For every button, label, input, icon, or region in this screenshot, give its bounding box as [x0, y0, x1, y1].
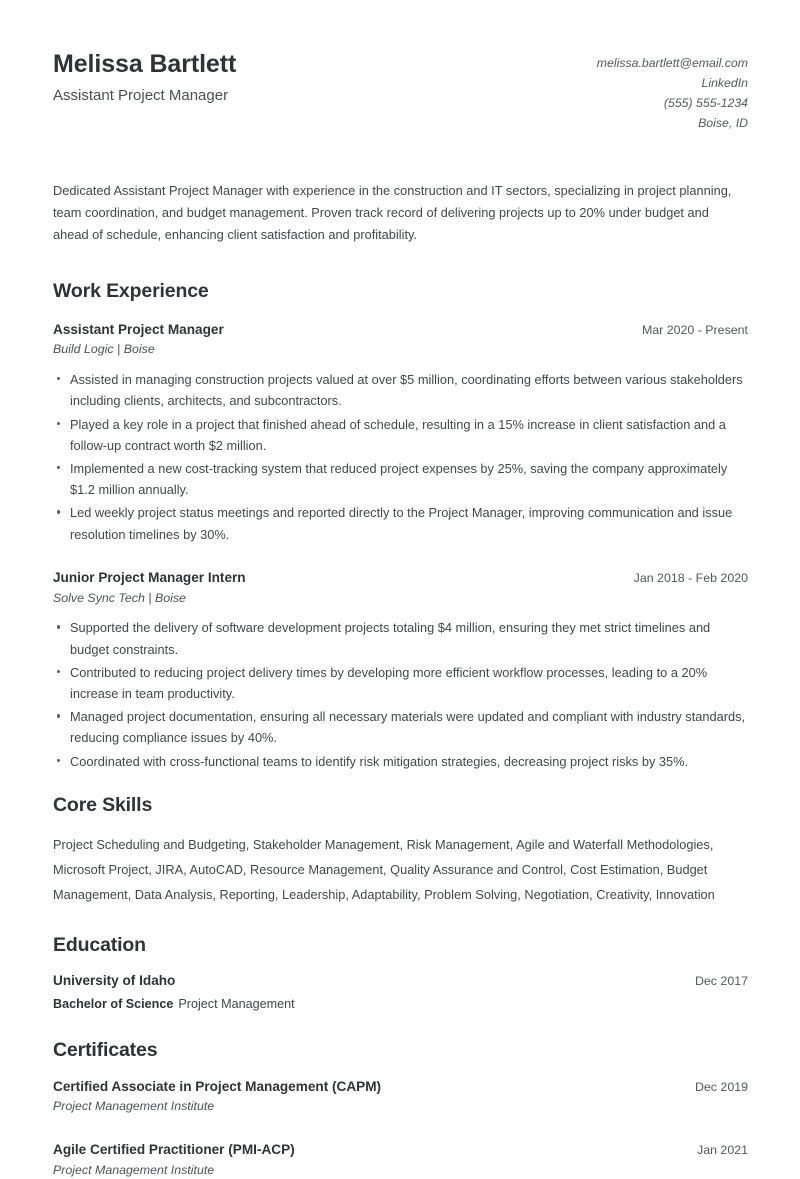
experience-bullet-list: [53, 617, 748, 772]
education-school: University of Idaho: [53, 972, 176, 988]
education-entry-header: [53, 973, 748, 988]
experience-organization: Solve Sync Tech | Boise: [53, 590, 186, 605]
experience-date: Mar 2020 - Present: [641, 322, 748, 337]
section-title-work-experience: Work Experience: [53, 279, 209, 302]
identity-block: [53, 46, 236, 105]
certificate-date: Dec 2019: [694, 1079, 748, 1094]
certificate-entry-header: [53, 1078, 748, 1096]
experience-bullet: Implemented a new cost-tracking system that reduced project expenses by 25%, saving the company approximately $1.2 million annually.: [53, 458, 748, 500]
experience-bullet-list: [53, 369, 748, 545]
experience-bullet: Contributed to reducing project delivery times by developing more efficient workflow processes, leading to a 20% increase in team productivity.: [53, 662, 748, 704]
section-title-certificates: Certificates: [53, 1038, 158, 1061]
experience-bullet: Led weekly project status meetings and reported directly to the Project Manager, improving communication and issue resolution timelines by 30%.: [53, 502, 748, 544]
experience-entry-header: [53, 321, 748, 339]
certificate-issuer: Project Management Institute: [53, 1162, 215, 1177]
experience-bullet: Played a key role in a project that finished ahead of schedule, resulting in a 15% increase in client satisfaction and a follow-up contract worth $2 million.: [53, 414, 748, 456]
contact-location: Boise, ID: [698, 115, 748, 130]
experience-role: Assistant Project Manager: [53, 321, 224, 337]
contact-phone[interactable]: (555) 555-1234: [663, 95, 748, 110]
contact-linkedin[interactable]: LinkedIn: [701, 75, 748, 90]
experience-date: Jan 2018 - Feb 2020: [633, 570, 748, 585]
experience-role: Junior Project Manager Intern: [53, 569, 246, 585]
education-field: Project Management: [178, 996, 295, 1011]
section-work-experience: [53, 280, 748, 772]
certificate-name: Agile Certified Practitioner (PMI-ACP): [53, 1142, 295, 1158]
section-title-education: Education: [53, 933, 146, 956]
resume-header: [53, 46, 748, 134]
education-date: Dec 2017: [694, 973, 748, 988]
core-skills-list: Project Scheduling and Budgeting, Stakeholder Management, Risk Management, Agile and Waterfall Methodologies, Microsoft Project, JIRA, AutoCAD, Resource Management, Quality Assurance and Control, Cost Estimation, Budget Management, Data Analysis, Reporting, Leadership, Adaptability, Problem Solving, Negotiation, Creativity, Innovation: [53, 836, 715, 902]
experience-bullet: Assisted in managing construction projects valued at over $5 million, coordinating efforts between various stakeholders including clients, architects, and subcontractors.: [53, 369, 748, 411]
experience-entry-header: [53, 569, 748, 587]
certificate-entry-header: [53, 1141, 748, 1159]
certificate-date: Jan 2021: [697, 1143, 748, 1158]
experience-bullet: Supported the delivery of software development projects totaling $4 million, ensuring they met strict timelines and budget constraints.: [53, 617, 748, 659]
education-degree-line: [53, 997, 748, 1011]
candidate-job-title: Assistant Project Manager: [53, 86, 229, 104]
section-certificates: [53, 1039, 748, 1179]
section-education: [53, 934, 748, 1011]
contact-email[interactable]: melissa.bartlett@email.com: [596, 56, 748, 70]
experience-entry: [53, 321, 748, 545]
certificate-issuer: Project Management Institute: [53, 1099, 215, 1114]
certificate-entry: [53, 1078, 748, 1115]
experience-bullet: Coordinated with cross-functional teams to identify risk mitigation strategies, decreasing project risks by 35%.: [53, 751, 748, 772]
professional-summary: Dedicated Assistant Project Manager with experience in the construction and IT sectors, specializing in project planning, team coordination, and budget management. Proven track record of delivering projects up to 20% under budget and ahead of schedule, enhancing client satisfaction and profitability.: [53, 182, 732, 242]
certificate-entry: [53, 1141, 748, 1178]
section-core-skills: [53, 794, 748, 908]
experience-entry: [53, 569, 748, 772]
experience-bullet: Managed project documentation, ensuring all necessary materials were updated and compliant with industry standards, reducing compliance issues by 40%.: [53, 706, 748, 748]
education-degree: Bachelor of Science: [53, 996, 174, 1011]
education-entry: [53, 973, 748, 1011]
section-title-core-skills: Core Skills: [53, 793, 153, 816]
experience-organization: Build Logic | Boise: [53, 342, 155, 357]
certificate-name: Certified Associate in Project Management (CAPM): [53, 1078, 382, 1094]
contact-block: [597, 46, 748, 134]
candidate-name: Melissa Bartlett: [53, 50, 237, 78]
